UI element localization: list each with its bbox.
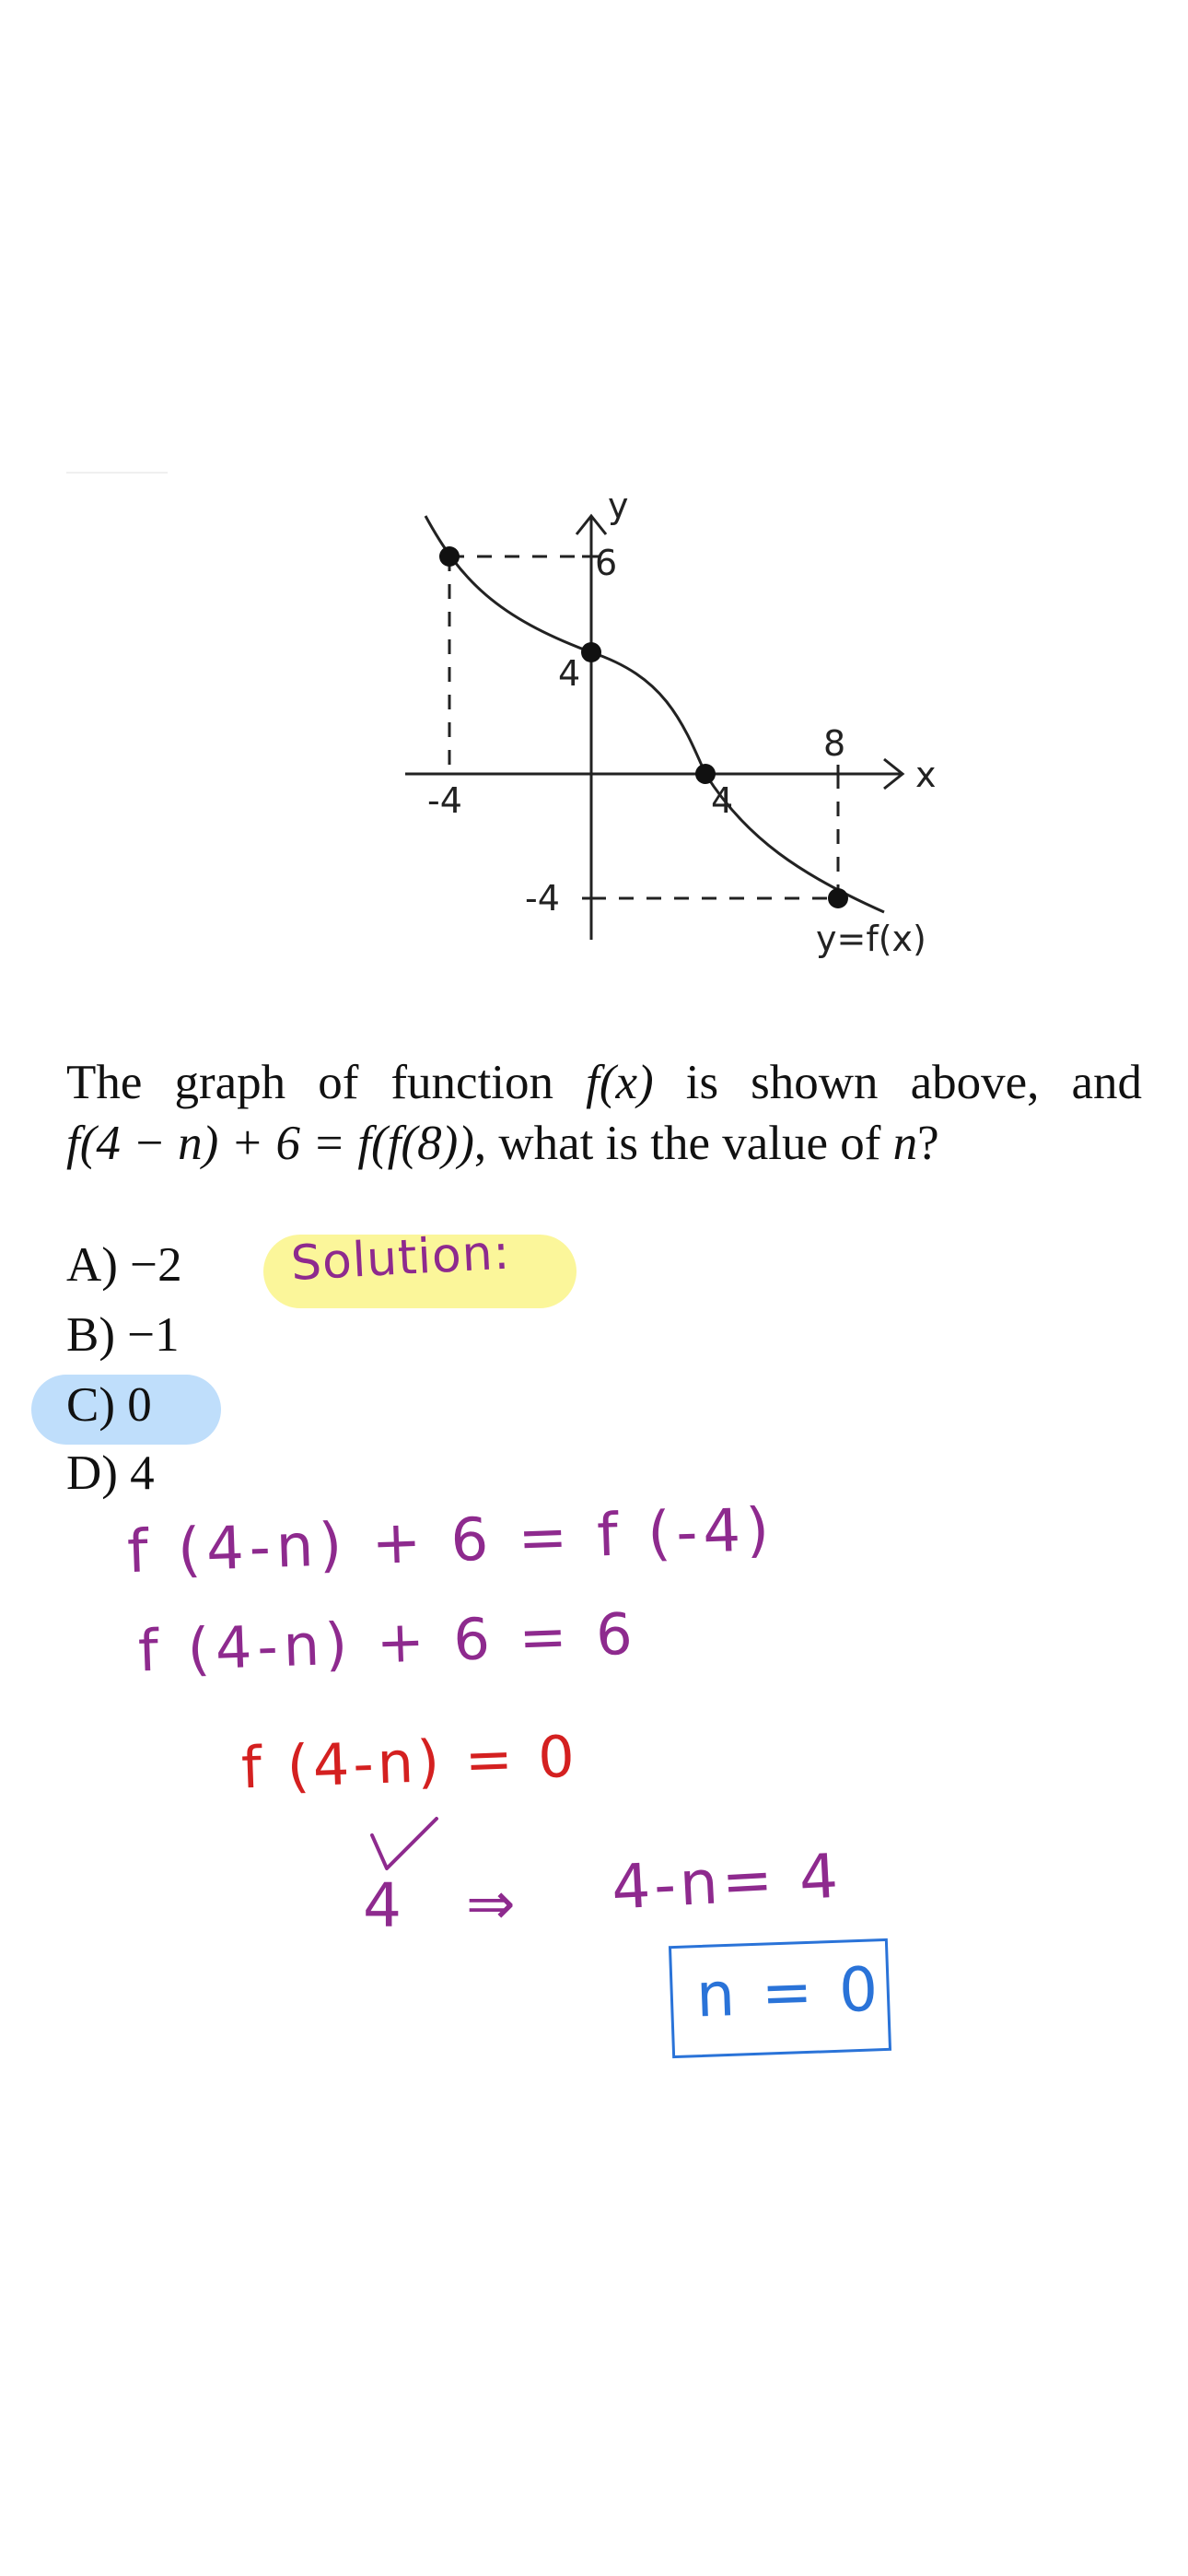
curve-label: y=f(x) — [816, 919, 926, 959]
tick-label-4-y: 4 — [558, 653, 581, 694]
question-mark: ? — [917, 1117, 939, 1170]
question-equation: f(4 − n) + 6 = f(f(8)) — [66, 1117, 474, 1170]
point-8-neg4 — [828, 888, 848, 908]
choice-d[interactable]: D) 4 — [66, 1446, 155, 1500]
solution-step-2: f (4-n) + 6 = 6 — [136, 1599, 639, 1685]
faint-divider-line — [66, 472, 168, 474]
tick-label-neg4-x: -4 — [427, 780, 462, 821]
graph-svg — [387, 479, 976, 977]
choice-a[interactable]: A) −2 — [66, 1238, 182, 1292]
solution-step-4-left: 4 — [363, 1870, 402, 1941]
question-text-end: is shown above, and — [685, 1056, 1142, 1109]
tick-label-6: 6 — [595, 543, 618, 583]
question-text-start: The graph of function — [66, 1056, 554, 1109]
function-graph — [387, 479, 976, 977]
question-line-2 — [66, 1113, 1142, 1174]
point-neg4-6 — [439, 546, 460, 567]
solution-heading: Solution: — [289, 1224, 512, 1292]
solution-step-3: f (4-n) = 0 — [239, 1722, 580, 1802]
question-line-1 — [66, 1052, 1142, 1113]
solution-step-4-right: 4-n= 4 — [610, 1840, 844, 1924]
final-answer: n = 0 — [694, 1953, 883, 2032]
question-fx: f(x) — [586, 1056, 654, 1109]
question-prompt: , what is the value of — [473, 1117, 893, 1170]
y-axis-label: y — [608, 486, 629, 526]
point-0-4 — [581, 642, 601, 662]
tick-label-8: 8 — [823, 723, 846, 764]
x-axis-label: x — [915, 755, 937, 795]
implies-arrow-icon: ⇒ — [466, 1870, 516, 1938]
question-variable: n — [892, 1117, 918, 1170]
solution-step-1: f (4-n) + 6 = f (-4) — [125, 1495, 776, 1587]
choice-c[interactable]: C) 0 — [66, 1378, 152, 1432]
function-curve — [425, 516, 884, 912]
tick-label-4-x: 4 — [711, 780, 734, 821]
tick-label-neg4-y: -4 — [525, 878, 560, 919]
choice-b[interactable]: B) −1 — [66, 1308, 180, 1362]
check-mark-icon — [368, 1813, 442, 1878]
